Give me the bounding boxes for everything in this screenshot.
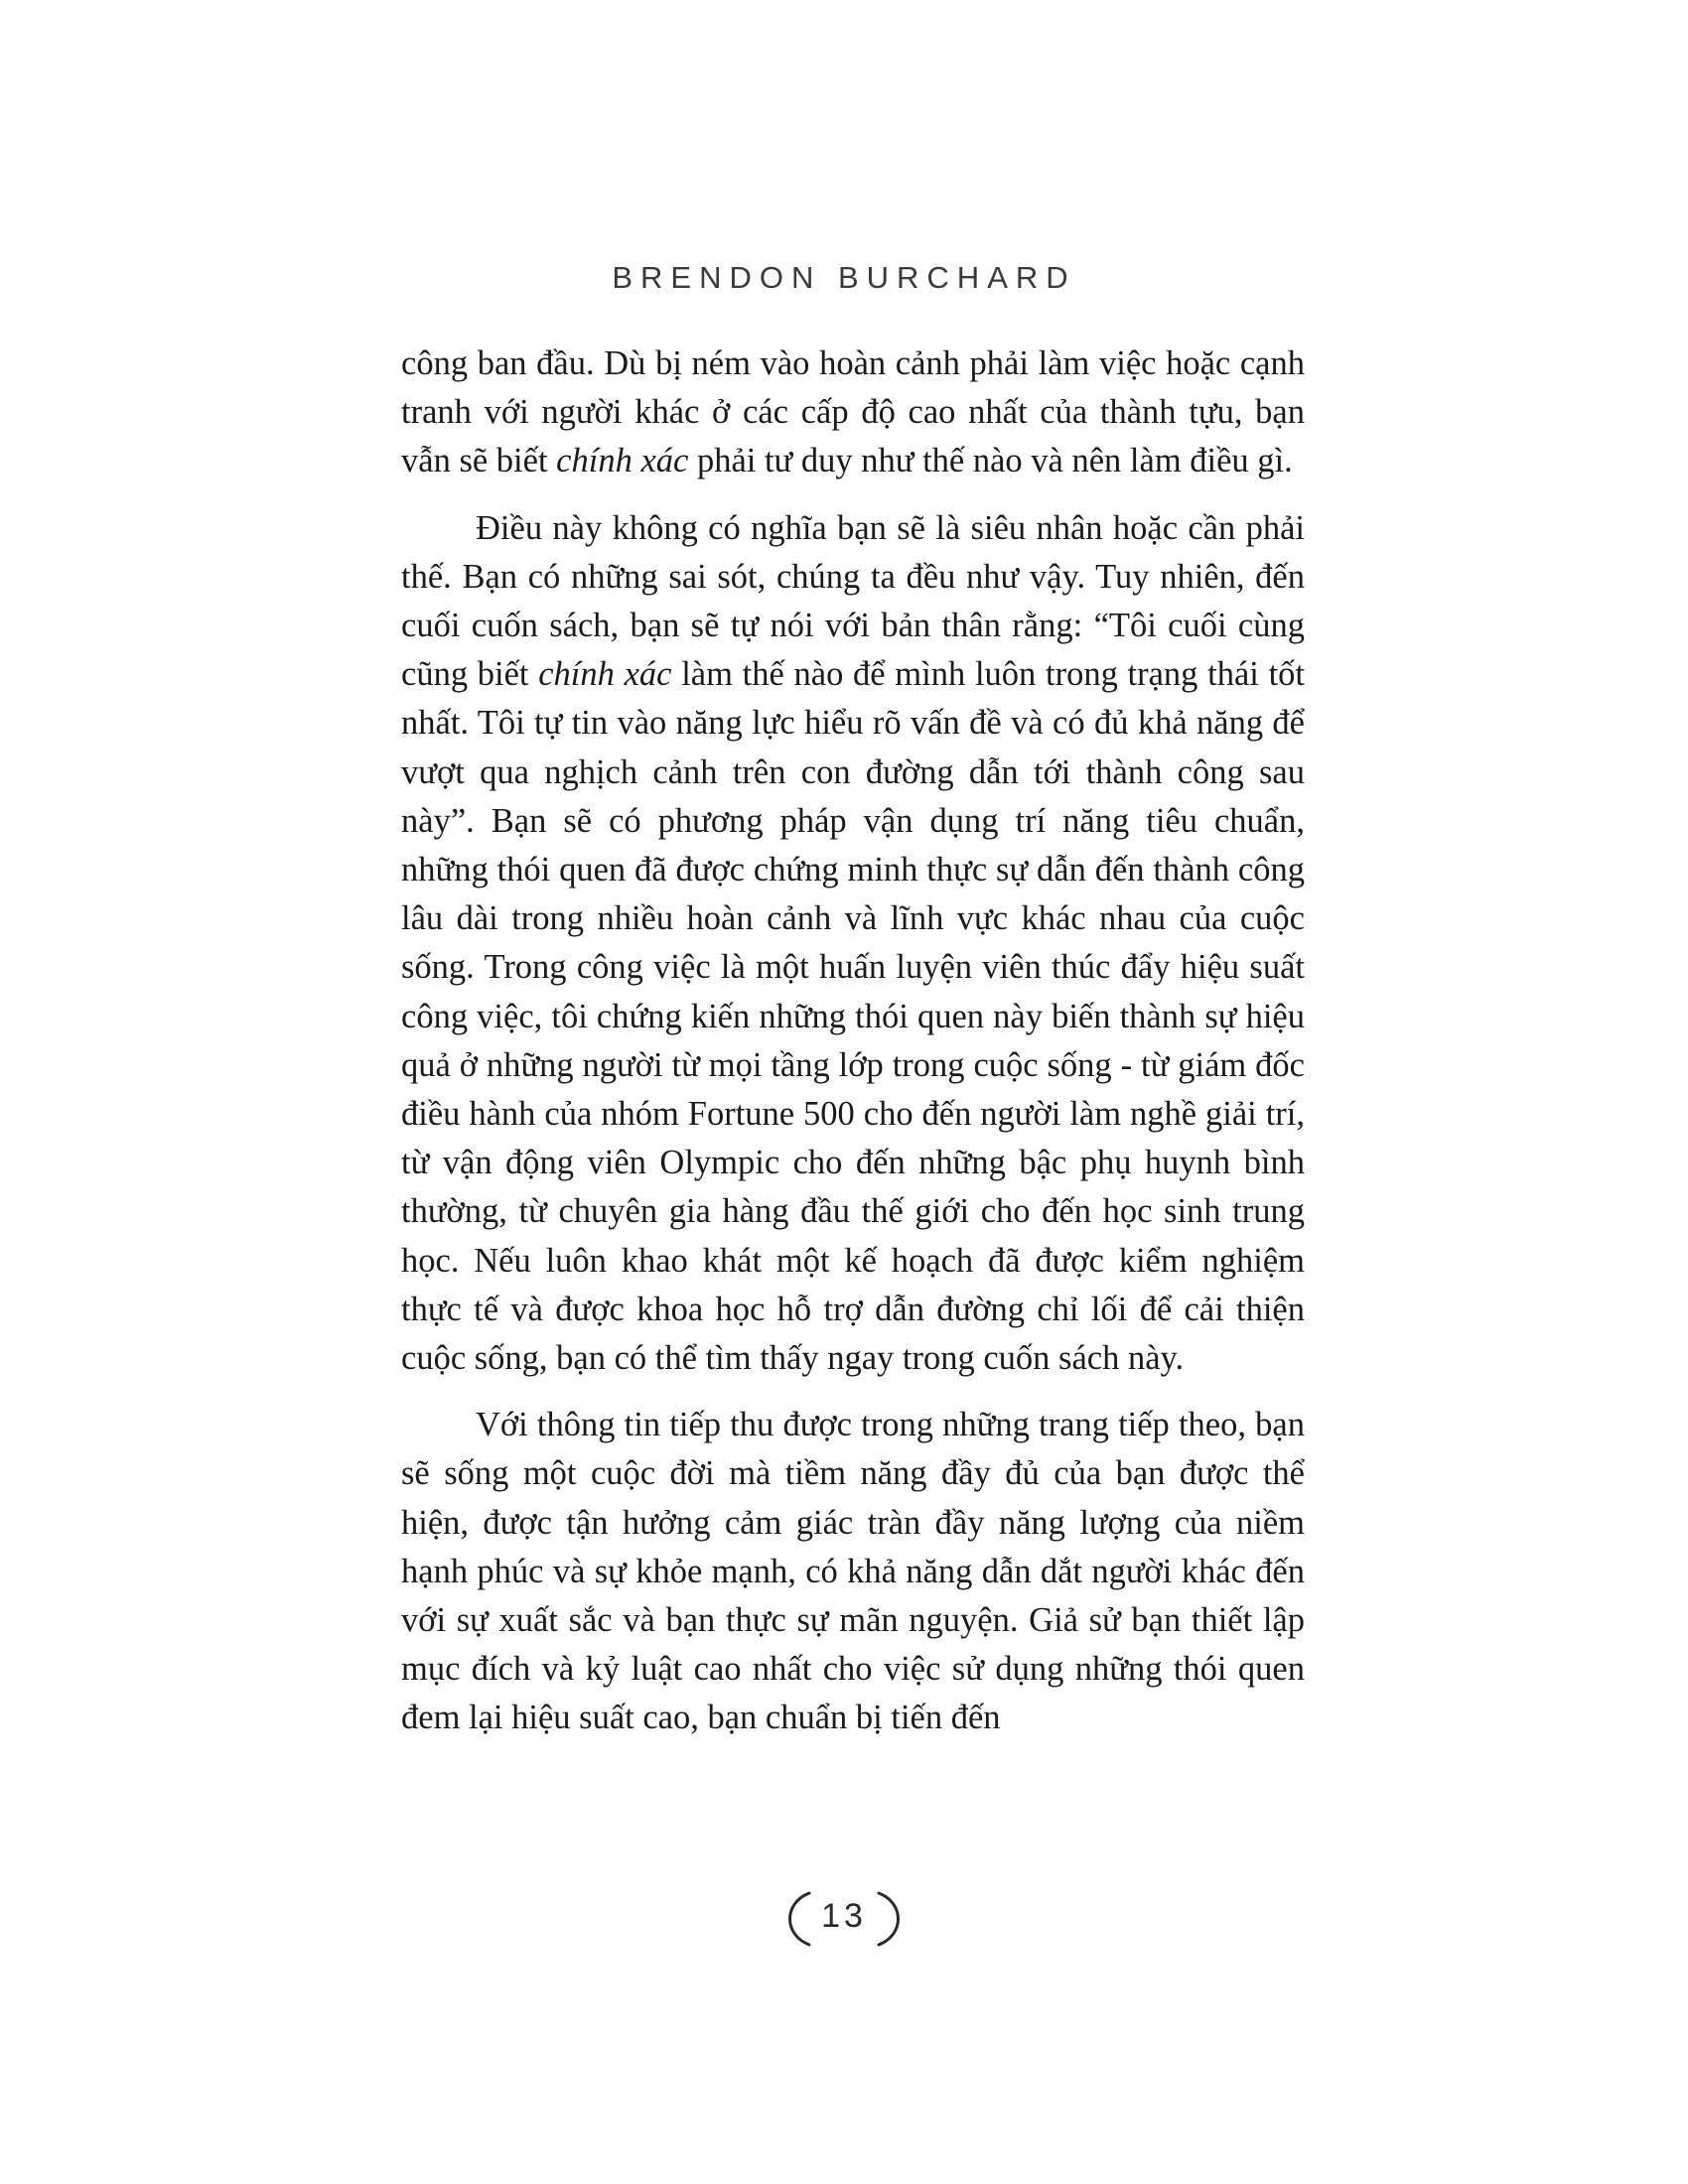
paragraph-1 — [401, 340, 1305, 486]
paragraph-3 — [401, 1401, 1305, 1742]
emphasis-text: chính xác — [556, 442, 689, 480]
running-header-author: BRENDON BURCHARD — [612, 260, 1076, 295]
page-number: 13 — [821, 1897, 867, 1935]
paragraph-2 — [401, 504, 1305, 1384]
text-span: làm thế nào để mình luôn trong trạng thái tốt nhất. Tôi tự tin vào năng lực hiểu rõ vấn đề và có đủ khả năng để vượt qua nghịch cảnh trên con đường dẫn tới thành công sau này”. Bạn sẽ có phương pháp vận dụng trí năng tiêu chuẩn, những thói quen đã được chứng minh thực sự dẫn đến thành công lâu dài trong nhiều hoàn cảnh và lĩnh vực khác nhau của cuộc sống. Trong công việc là một huấn luyện viên thúc đẩy hiệu suất công việc, tôi chứng kiến những thói quen này biến thành sự hiệu quả ở những người từ mọi tầng lớp trong cuộc sống - từ giám đốc điều hành của nhóm Fortune 500 cho đến người làm nghề giải trí, từ vận động viên Olympic cho đến những bậc phụ huynh bình thường, từ chuyên gia hàng đầu thế giới cho đến học sinh trung học. Nếu luôn khao khát một kế hoạch đã được kiểm nghiệm thực tế và được khoa học hỗ trợ dẫn đường chỉ lối để cải thiện cuộc sống, bạn có thể tìm thấy ngay trong cuốn sách này. — [401, 655, 1306, 1378]
text-span: Điều này không có nghĩa bạn sẽ là siêu nhân hoặc cần phải thế. Bạn có những sai sót, chúng ta đều như vậy. Tuy nhiên, đến cuối cuốn sách, bạn sẽ tự nói với bản thân rằng: “Tôi cuối cùng cũng biết — [401, 508, 1305, 694]
text-span: Với thông tin tiếp thu được trong những trang tiếp theo, bạn sẽ sống một cuộc đời mà tiềm năng đầy đủ của bạn được thể hiện, được tận hưởng cảm giác tràn đầy năng lượng của niềm hạnh phúc và sự khỏe mạnh, có khả năng dẫn dắt người khác đến với sự xuất sắc và bạn thực sự mãn nguyện. Giả sử bạn thiết lập mục đích và kỷ luật cao nhất cho việc sử dụng những thói quen đem lại hiệu suất cao, bạn chuẩn bị tiến đến — [401, 1406, 1305, 1737]
body-text — [401, 340, 1305, 1743]
emphasis-text: chính xác — [538, 655, 672, 694]
page-number-ornament — [779, 1889, 909, 1949]
text-span: công ban đầu. Dù bị ném vào hoàn cảnh phải làm việc hoặc cạnh tranh với người khác ở các cấp độ cao nhất của thành tựu, bạn vẫn sẽ biết — [401, 344, 1305, 480]
text-span: phải tư duy như thế nào và nên làm điều gì. — [688, 442, 1293, 480]
